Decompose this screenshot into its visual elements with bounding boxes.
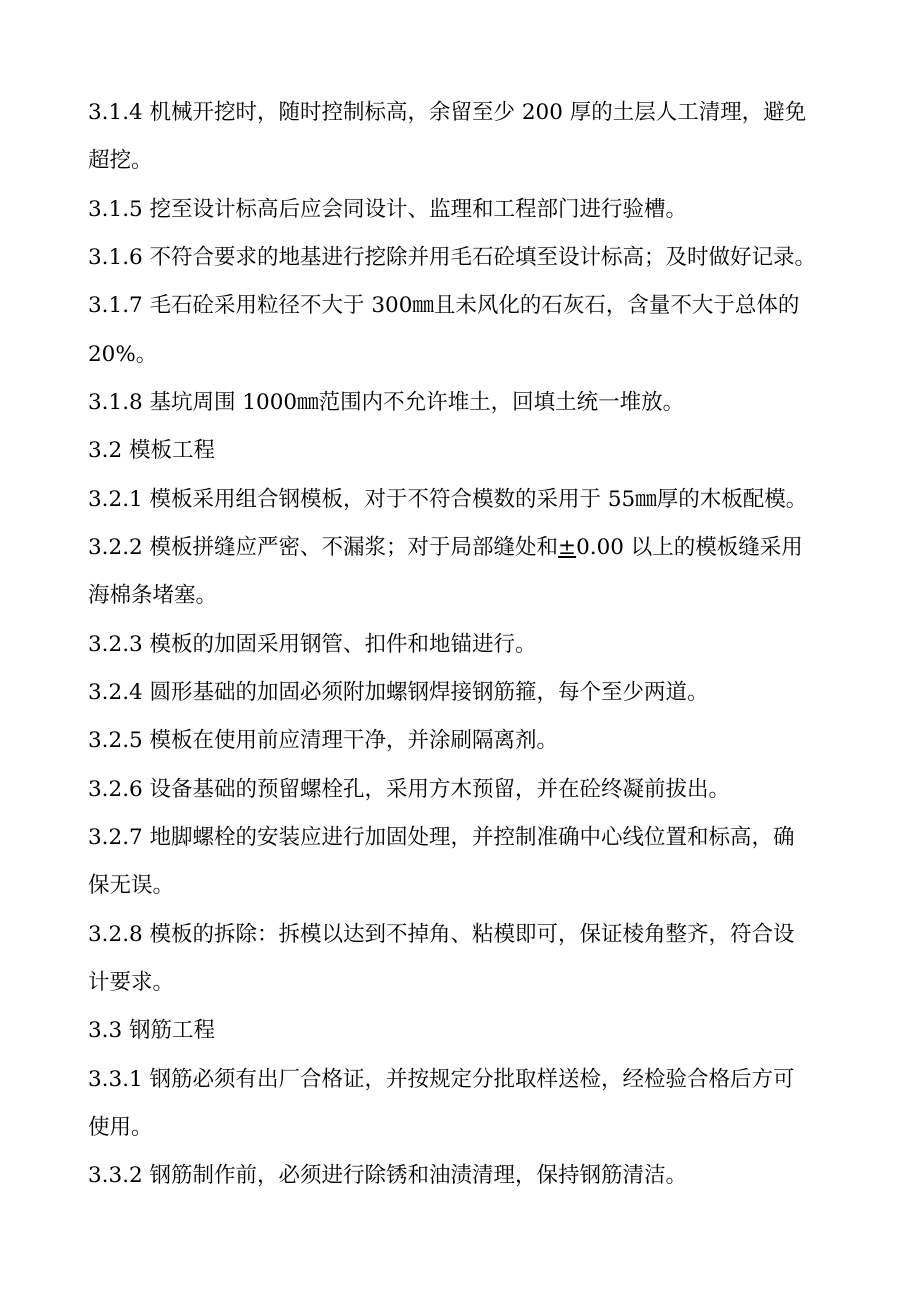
paragraph-3-3-1-line-1: 3.3.1 钢筋必须有出厂合格证，并按规定分批取样送检，经检验合格后方可 — [88, 1067, 795, 1092]
paragraph-3-1-4-line-1: 3.1.4 机械开挖时，随时控制标高，余留至少 200 厚的土层人工清理，避免 — [88, 100, 807, 125]
paragraph-3-2-6: 3.2.6 设备基础的预留螺栓孔，采用方木预留，并在砼终凝前拔出。 — [88, 777, 731, 802]
paragraph-3-1-7-line-2: 20%。 — [88, 342, 158, 367]
paragraph-3-2-8-line-1: 3.2.8 模板的拆除：拆模以达到不掉角、粘模即可，保证棱角整齐，符合设 — [88, 922, 795, 947]
paragraph-3-2-4: 3.2.4 圆形基础的加固必须附加螺钢焊接钢筋箍，每个至少两道。 — [88, 680, 709, 705]
paragraph-3-1-8: 3.1.8 基坑周围 1000㎜范围内不允许堆土，回填土统一堆放。 — [88, 390, 685, 415]
paragraph-3-2-7-line-2: 保无误。 — [88, 873, 175, 898]
paragraph-3-2-1: 3.2.1 模板采用组合钢模板，对于不符合模数的采用于 55㎜厚的木板配模。 — [88, 487, 808, 512]
paragraph-3-1-6: 3.1.6 不符合要求的地基进行挖除并用毛石砼填至设计标高；及时做好记录。 — [88, 245, 817, 270]
paragraph-3-1-4-line-2: 超挖。 — [88, 148, 153, 173]
paragraph-3-1-7-line-1: 3.1.7 毛石砼采用粒径不大于 300㎜且未风化的石灰石，含量不大于总体的 — [88, 293, 800, 318]
paragraph-3-2-2-line-1 — [88, 532, 803, 564]
paragraph-3-1-5: 3.1.5 挖至设计标高后应会同设计、监理和工程部门进行验槽。 — [88, 197, 688, 222]
paragraph-3-2-5: 3.2.5 模板在使用前应清理干净，并涂刷隔离剂。 — [88, 728, 559, 753]
paragraph-3-2-8-line-2: 计要求。 — [88, 970, 175, 995]
section-heading-3-3: 3.3 钢筋工程 — [88, 1018, 216, 1043]
paragraph-3-2-7-line-1: 3.2.7 地脚螺栓的安装应进行加固处理，并控制准确中心线位置和标高，确 — [88, 825, 795, 850]
paragraph-3-2-2-text-end: 0.00 以上的模板缝采用 — [576, 535, 803, 560]
plus-minus-symbol: ± — [558, 535, 577, 560]
paragraph-3-2-3: 3.2.3 模板的加固采用钢管、扣件和地锚进行。 — [88, 632, 537, 657]
paragraph-3-2-2-line-2: 海棉条堵塞。 — [88, 583, 218, 608]
paragraph-3-3-1-line-2: 使用。 — [88, 1115, 153, 1140]
section-heading-3-2: 3.2 模板工程 — [88, 438, 216, 463]
paragraph-3-3-2: 3.3.2 钢筋制作前，必须进行除锈和油渍清理，保持钢筋清洁。 — [88, 1163, 688, 1188]
paragraph-3-2-2-text-start: 3.2.2 模板拼缝应严密、不漏浆；对于局部缝处和 — [88, 535, 559, 560]
